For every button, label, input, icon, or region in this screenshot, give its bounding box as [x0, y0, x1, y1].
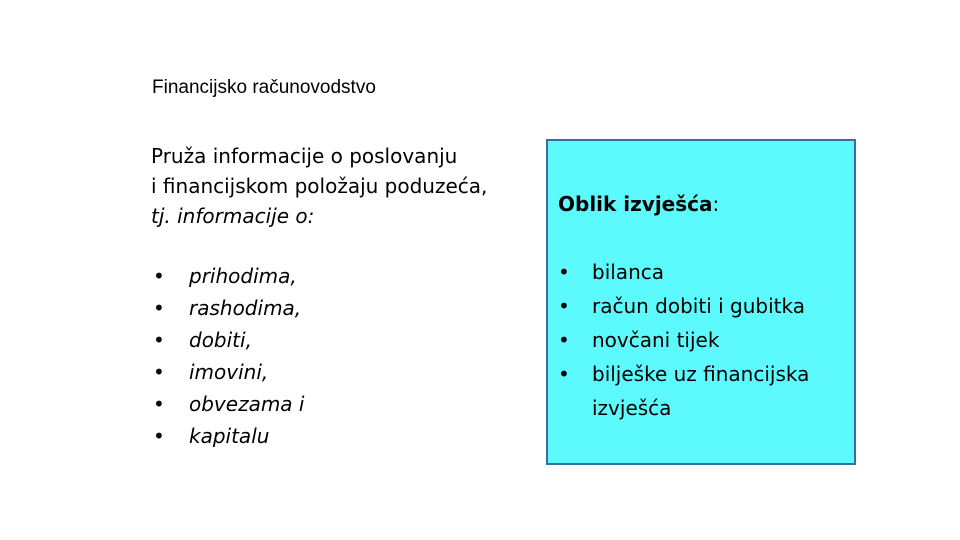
report-list-item — [556, 357, 844, 425]
report-item-text: bilanca — [592, 260, 664, 284]
intro-line-2: i financijskom položaju poduzeća, — [151, 174, 488, 198]
info-item-text: imovini, — [189, 360, 269, 384]
intro-line-3: tj. informacije o: — [151, 204, 315, 228]
bullet-icon: • — [558, 362, 570, 386]
info-item-text: kapitalu — [189, 424, 270, 448]
report-list-item — [556, 323, 844, 357]
report-forms-heading — [558, 191, 719, 217]
report-forms-list — [556, 255, 844, 425]
info-list-item — [151, 292, 304, 324]
report-forms-heading-colon: : — [712, 192, 720, 216]
info-list-item — [151, 324, 304, 356]
report-item-text: novčani tijek — [592, 328, 720, 352]
bullet-icon: • — [153, 424, 165, 448]
bullet-icon: • — [558, 328, 570, 352]
info-item-text: prihodima, — [189, 264, 297, 288]
bullet-icon: • — [558, 260, 570, 284]
bullet-icon: • — [153, 264, 165, 288]
report-forms-heading-text: Oblik izvješća — [558, 192, 713, 216]
info-list-item — [151, 356, 304, 388]
info-list-item — [151, 260, 304, 292]
bullet-icon: • — [153, 360, 165, 384]
intro-line-1: Pruža informacije o poslovanju — [151, 144, 458, 168]
info-list-item — [151, 420, 304, 452]
slide-title: Financijsko računovodstvo — [152, 77, 376, 98]
bullet-icon: • — [153, 328, 165, 352]
info-list-item — [151, 388, 304, 420]
info-item-text: dobiti, — [189, 328, 252, 352]
bullet-icon: • — [153, 392, 165, 416]
info-list — [151, 260, 304, 452]
bullet-icon: • — [153, 296, 165, 320]
info-item-text: obvezama i — [189, 392, 305, 416]
intro-paragraph — [151, 141, 551, 231]
report-item-text: račun dobiti i gubitka — [592, 294, 805, 318]
report-forms-box — [546, 139, 856, 465]
report-list-item — [556, 255, 844, 289]
report-list-item — [556, 289, 844, 323]
report-item-text: bilješke uz financijska izvješća — [592, 362, 810, 420]
bullet-icon: • — [558, 294, 570, 318]
info-item-text: rashodima, — [189, 296, 302, 320]
